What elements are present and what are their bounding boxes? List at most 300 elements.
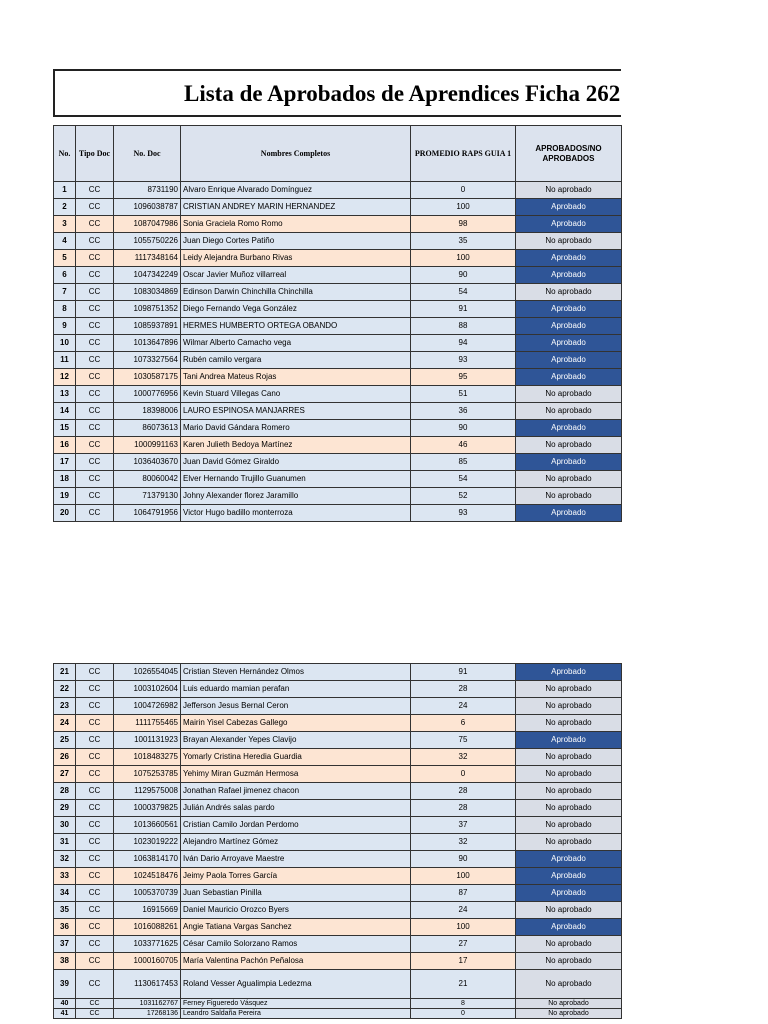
cell-promedio: 21: [411, 970, 516, 999]
cell-promedio: 100: [411, 199, 516, 216]
cell-tipo-doc: CC: [76, 471, 114, 488]
table-row: [54, 335, 622, 352]
table-row: [54, 885, 622, 902]
cell-tipo-doc: CC: [76, 301, 114, 318]
cell-promedio: 6: [411, 715, 516, 732]
cell-name: Jonathan Rafael jimenez chacon: [181, 783, 411, 800]
cell-no: 8: [54, 301, 76, 318]
cell-estado: No aprobado: [516, 182, 622, 199]
table-row: [54, 715, 622, 732]
cell-no: 14: [54, 403, 76, 420]
cell-no-doc: 80060042: [114, 471, 181, 488]
cell-promedio: 0: [411, 1009, 516, 1019]
cell-estado: Aprobado: [516, 250, 622, 267]
cell-no-doc: 1055750226: [114, 233, 181, 250]
table-header-row: [54, 126, 622, 182]
cell-tipo-doc: CC: [76, 352, 114, 369]
cell-name: Johny Alexander florez Jaramillo: [181, 488, 411, 505]
cell-name: Karen Julieth Bedoya Martínez: [181, 437, 411, 454]
cell-no-doc: 1047342249: [114, 267, 181, 284]
table-row: [54, 732, 622, 749]
cell-no-doc: 1001131923: [114, 732, 181, 749]
cell-name: Jefferson Jesus Bernal Ceron: [181, 698, 411, 715]
cell-no-doc: 86073613: [114, 420, 181, 437]
table-row: [54, 868, 622, 885]
cell-name: Ferney Figueredo Vásquez: [181, 999, 411, 1009]
cell-name: Edinson Darwin Chinchilla Chinchilla: [181, 284, 411, 301]
cell-no: 28: [54, 783, 76, 800]
cell-name: Cristian Steven Hernández Olmos: [181, 664, 411, 681]
cell-no: 5: [54, 250, 76, 267]
cell-no-doc: 1013647896: [114, 335, 181, 352]
cell-no-doc: 1003102604: [114, 681, 181, 698]
cell-promedio: 90: [411, 851, 516, 868]
cell-no-doc: 1073327564: [114, 352, 181, 369]
cell-promedio: 28: [411, 800, 516, 817]
cell-no: 37: [54, 936, 76, 953]
cell-no: 12: [54, 369, 76, 386]
table-row: [54, 403, 622, 420]
cell-tipo-doc: CC: [76, 1009, 114, 1019]
cell-promedio: 54: [411, 471, 516, 488]
cell-promedio: 35: [411, 233, 516, 250]
header-nombres: Nombres Completos: [181, 126, 411, 182]
cell-name: Juan David Gómez Giraldo: [181, 454, 411, 471]
cell-estado: Aprobado: [516, 318, 622, 335]
cell-tipo-doc: CC: [76, 437, 114, 454]
cell-promedio: 94: [411, 335, 516, 352]
cell-no-doc: 71379130: [114, 488, 181, 505]
cell-tipo-doc: CC: [76, 403, 114, 420]
cell-name: Mario David Gándara Romero: [181, 420, 411, 437]
cell-promedio: 95: [411, 369, 516, 386]
cell-estado: No aprobado: [516, 1009, 622, 1019]
approved-list-table-1: [53, 125, 622, 522]
cell-estado: Aprobado: [516, 352, 622, 369]
cell-name: Alvaro Enrique Alvarado Domínguez: [181, 182, 411, 199]
cell-estado: Aprobado: [516, 335, 622, 352]
cell-promedio: 87: [411, 885, 516, 902]
cell-tipo-doc: CC: [76, 834, 114, 851]
cell-no: 18: [54, 471, 76, 488]
cell-promedio: 32: [411, 749, 516, 766]
cell-estado: Aprobado: [516, 267, 622, 284]
cell-name: Daniel Mauricio Orozco Byers: [181, 902, 411, 919]
cell-no-doc: 1024518476: [114, 868, 181, 885]
cell-no-doc: 1075253785: [114, 766, 181, 783]
cell-no-doc: 8731190: [114, 182, 181, 199]
cell-estado: No aprobado: [516, 999, 622, 1009]
cell-no-doc: 1117348164: [114, 250, 181, 267]
table-body-2: [54, 664, 622, 1019]
table-row: [54, 936, 622, 953]
cell-no: 39: [54, 970, 76, 999]
cell-tipo-doc: CC: [76, 250, 114, 267]
cell-estado: Aprobado: [516, 732, 622, 749]
cell-no: 3: [54, 216, 76, 233]
cell-estado: No aprobado: [516, 471, 622, 488]
cell-no-doc: 1036403670: [114, 454, 181, 471]
cell-estado: No aprobado: [516, 817, 622, 834]
cell-name: Brayan Alexander Yepes Clavijo: [181, 732, 411, 749]
cell-promedio: 0: [411, 766, 516, 783]
cell-promedio: 88: [411, 318, 516, 335]
cell-tipo-doc: CC: [76, 681, 114, 698]
cell-no-doc: 1004726982: [114, 698, 181, 715]
cell-estado: No aprobado: [516, 834, 622, 851]
cell-no: 29: [54, 800, 76, 817]
cell-tipo-doc: CC: [76, 715, 114, 732]
table-row: [54, 851, 622, 868]
table-row: [54, 199, 622, 216]
cell-tipo-doc: CC: [76, 999, 114, 1009]
table-row: [54, 471, 622, 488]
cell-name: Jeimy Paola Torres García: [181, 868, 411, 885]
cell-tipo-doc: CC: [76, 851, 114, 868]
cell-estado: No aprobado: [516, 800, 622, 817]
table-row: [54, 454, 622, 471]
cell-no-doc: 1023019222: [114, 834, 181, 851]
cell-estado: No aprobado: [516, 783, 622, 800]
table-body-1: [54, 182, 622, 522]
cell-name: Luis eduardo mamian perafan: [181, 681, 411, 698]
table-row: [54, 817, 622, 834]
cell-no: 13: [54, 386, 76, 403]
cell-tipo-doc: CC: [76, 766, 114, 783]
cell-tipo-doc: CC: [76, 488, 114, 505]
cell-no: 25: [54, 732, 76, 749]
cell-tipo-doc: CC: [76, 335, 114, 352]
cell-name: Juan Diego Cortes Patiño: [181, 233, 411, 250]
cell-tipo-doc: CC: [76, 233, 114, 250]
table-row: [54, 970, 622, 999]
table-row: [54, 420, 622, 437]
cell-no-doc: 1111755465: [114, 715, 181, 732]
table-row: [54, 386, 622, 403]
cell-promedio: 90: [411, 267, 516, 284]
cell-promedio: 93: [411, 505, 516, 522]
cell-name: María Valentina Pachón Peñalosa: [181, 953, 411, 970]
cell-promedio: 51: [411, 386, 516, 403]
cell-tipo-doc: CC: [76, 868, 114, 885]
cell-promedio: 37: [411, 817, 516, 834]
table-row: [54, 953, 622, 970]
cell-tipo-doc: CC: [76, 216, 114, 233]
cell-estado: No aprobado: [516, 437, 622, 454]
cell-no-doc: 1000160705: [114, 953, 181, 970]
cell-no: 31: [54, 834, 76, 851]
header-promedio: PROMEDIO RAPS GUIA 1: [411, 126, 516, 182]
header-tipo-doc: Tipo Doc: [76, 126, 114, 182]
cell-name: Yomarly Cristina Heredia Guardia: [181, 749, 411, 766]
cell-promedio: 100: [411, 250, 516, 267]
table-row: [54, 488, 622, 505]
cell-promedio: 8: [411, 999, 516, 1009]
cell-name: Oscar Javier Muñoz villarreal: [181, 267, 411, 284]
table-row: [54, 233, 622, 250]
cell-tipo-doc: CC: [76, 284, 114, 301]
cell-promedio: 0: [411, 182, 516, 199]
cell-promedio: 100: [411, 919, 516, 936]
cell-promedio: 24: [411, 902, 516, 919]
cell-promedio: 52: [411, 488, 516, 505]
cell-name: Julián Andrés salas pardo: [181, 800, 411, 817]
cell-tipo-doc: CC: [76, 199, 114, 216]
cell-no: 41: [54, 1009, 76, 1019]
cell-no-doc: 1013660561: [114, 817, 181, 834]
cell-promedio: 36: [411, 403, 516, 420]
cell-name: Elver Hernando Trujillo Guanumen: [181, 471, 411, 488]
table-row: [54, 919, 622, 936]
table-row: [54, 749, 622, 766]
table-row: [54, 284, 622, 301]
cell-tipo-doc: CC: [76, 885, 114, 902]
cell-no-doc: 1016088261: [114, 919, 181, 936]
cell-tipo-doc: CC: [76, 800, 114, 817]
cell-name: Roland Vesser Agualimpia Ledezma: [181, 970, 411, 999]
cell-promedio: 46: [411, 437, 516, 454]
cell-no: 21: [54, 664, 76, 681]
cell-tipo-doc: CC: [76, 318, 114, 335]
cell-no: 26: [54, 749, 76, 766]
cell-tipo-doc: CC: [76, 749, 114, 766]
cell-tipo-doc: CC: [76, 420, 114, 437]
sheet-title-box: [53, 69, 621, 117]
cell-no-doc: 1096038787: [114, 199, 181, 216]
table-row: [54, 834, 622, 851]
cell-no-doc: 1005370739: [114, 885, 181, 902]
cell-no-doc: 1000379825: [114, 800, 181, 817]
table-row: [54, 999, 622, 1009]
cell-estado: No aprobado: [516, 715, 622, 732]
cell-no-doc: 1085937891: [114, 318, 181, 335]
cell-promedio: 28: [411, 681, 516, 698]
table-row: [54, 352, 622, 369]
cell-no: 10: [54, 335, 76, 352]
cell-estado: Aprobado: [516, 885, 622, 902]
cell-estado: Aprobado: [516, 454, 622, 471]
cell-no-doc: 1000776956: [114, 386, 181, 403]
table-row: [54, 766, 622, 783]
cell-no-doc: 1063814170: [114, 851, 181, 868]
cell-tipo-doc: CC: [76, 386, 114, 403]
cell-estado: Aprobado: [516, 868, 622, 885]
cell-name: César Camilo Solorzano Ramos: [181, 936, 411, 953]
cell-name: Cristian Camilo Jordan Perdomo: [181, 817, 411, 834]
header-estado: APROBADOS/NO APROBADOS: [516, 126, 622, 182]
cell-tipo-doc: CC: [76, 664, 114, 681]
cell-estado: Aprobado: [516, 919, 622, 936]
table-row: [54, 216, 622, 233]
cell-estado: Aprobado: [516, 369, 622, 386]
cell-no-doc: 1064791956: [114, 505, 181, 522]
cell-no: 7: [54, 284, 76, 301]
cell-estado: No aprobado: [516, 488, 622, 505]
cell-promedio: 91: [411, 664, 516, 681]
cell-estado: Aprobado: [516, 664, 622, 681]
cell-no: 6: [54, 267, 76, 284]
cell-no: 23: [54, 698, 76, 715]
cell-estado: No aprobado: [516, 284, 622, 301]
cell-name: Sonia Graciela Romo Romo: [181, 216, 411, 233]
cell-tipo-doc: CC: [76, 505, 114, 522]
table-row: [54, 369, 622, 386]
cell-no: 1: [54, 182, 76, 199]
cell-promedio: 100: [411, 868, 516, 885]
cell-no-doc: 1000991163: [114, 437, 181, 454]
cell-no-doc: 18398006: [114, 403, 181, 420]
cell-name: Angie Tatiana Vargas Sanchez: [181, 919, 411, 936]
cell-name: Wilmar Alberto Camacho vega: [181, 335, 411, 352]
cell-no-doc: 1130617453: [114, 970, 181, 999]
cell-estado: No aprobado: [516, 681, 622, 698]
cell-estado: No aprobado: [516, 233, 622, 250]
cell-name: Leidy Alejandra Burbano Rivas: [181, 250, 411, 267]
cell-estado: Aprobado: [516, 851, 622, 868]
table-row: [54, 698, 622, 715]
cell-tipo-doc: CC: [76, 902, 114, 919]
cell-name: Diego Fernando Vega González: [181, 301, 411, 318]
cell-name: LAURO ESPINOSA MANJARRES: [181, 403, 411, 420]
cell-tipo-doc: CC: [76, 698, 114, 715]
cell-promedio: 32: [411, 834, 516, 851]
cell-no: 34: [54, 885, 76, 902]
cell-tipo-doc: CC: [76, 817, 114, 834]
cell-no-doc: 1026554045: [114, 664, 181, 681]
cell-no: 36: [54, 919, 76, 936]
cell-name: HERMES HUMBERTO ORTEGA OBANDO: [181, 318, 411, 335]
table-row: [54, 800, 622, 817]
cell-promedio: 93: [411, 352, 516, 369]
cell-no: 20: [54, 505, 76, 522]
approved-list-table-2: [53, 663, 622, 1019]
cell-no: 9: [54, 318, 76, 335]
table-row: [54, 681, 622, 698]
cell-estado: Aprobado: [516, 216, 622, 233]
cell-promedio: 54: [411, 284, 516, 301]
table-row: [54, 664, 622, 681]
cell-no: 27: [54, 766, 76, 783]
cell-no-doc: 16915669: [114, 902, 181, 919]
cell-tipo-doc: CC: [76, 182, 114, 199]
cell-no-doc: 1129575008: [114, 783, 181, 800]
table-row: [54, 902, 622, 919]
cell-estado: Aprobado: [516, 420, 622, 437]
cell-no: 35: [54, 902, 76, 919]
cell-tipo-doc: CC: [76, 953, 114, 970]
table-row: [54, 267, 622, 284]
cell-name: Tani Andrea Mateus Rojas: [181, 369, 411, 386]
cell-promedio: 17: [411, 953, 516, 970]
cell-name: Rubén camilo vergara: [181, 352, 411, 369]
cell-no: 16: [54, 437, 76, 454]
cell-name: Mairin Yisel Cabezas Gallego: [181, 715, 411, 732]
sheet-title: Lista de Aprobados de Aprendices Ficha 262: [184, 81, 621, 106]
table-row: [54, 250, 622, 267]
cell-no-doc: 1087047986: [114, 216, 181, 233]
header-no-doc: No. Doc: [114, 126, 181, 182]
cell-no: 11: [54, 352, 76, 369]
cell-estado: Aprobado: [516, 199, 622, 216]
cell-tipo-doc: CC: [76, 454, 114, 471]
table-row: [54, 437, 622, 454]
cell-no-doc: 1098751352: [114, 301, 181, 318]
cell-no-doc: 17268136: [114, 1009, 181, 1019]
cell-tipo-doc: CC: [76, 267, 114, 284]
cell-no-doc: 1083034869: [114, 284, 181, 301]
cell-tipo-doc: CC: [76, 919, 114, 936]
cell-tipo-doc: CC: [76, 369, 114, 386]
cell-no-doc: 1033771625: [114, 936, 181, 953]
cell-no: 40: [54, 999, 76, 1009]
table-row: [54, 182, 622, 199]
cell-promedio: 85: [411, 454, 516, 471]
cell-no: 19: [54, 488, 76, 505]
cell-name: Leandro Saldaña Pereira: [181, 1009, 411, 1019]
cell-estado: No aprobado: [516, 953, 622, 970]
cell-name: Yehimy Miran Guzmán Hermosa: [181, 766, 411, 783]
cell-promedio: 75: [411, 732, 516, 749]
cell-name: Juan Sebastian Pinilla: [181, 885, 411, 902]
cell-no: 32: [54, 851, 76, 868]
cell-estado: No aprobado: [516, 386, 622, 403]
cell-no: 15: [54, 420, 76, 437]
cell-no: 24: [54, 715, 76, 732]
cell-promedio: 98: [411, 216, 516, 233]
cell-name: Iván Dario Arroyave Maestre: [181, 851, 411, 868]
cell-estado: No aprobado: [516, 698, 622, 715]
cell-no-doc: 1030587175: [114, 369, 181, 386]
cell-no: 2: [54, 199, 76, 216]
table-row: [54, 318, 622, 335]
cell-promedio: 27: [411, 936, 516, 953]
cell-estado: No aprobado: [516, 970, 622, 999]
cell-no: 38: [54, 953, 76, 970]
cell-no: 17: [54, 454, 76, 471]
cell-estado: No aprobado: [516, 766, 622, 783]
cell-promedio: 24: [411, 698, 516, 715]
cell-estado: No aprobado: [516, 936, 622, 953]
cell-estado: No aprobado: [516, 749, 622, 766]
cell-name: Alejandro Martínez Gómez: [181, 834, 411, 851]
cell-tipo-doc: CC: [76, 732, 114, 749]
cell-estado: No aprobado: [516, 902, 622, 919]
table-row: [54, 783, 622, 800]
cell-name: CRISTIAN ANDREY MARIN HERNANDEZ: [181, 199, 411, 216]
cell-estado: Aprobado: [516, 505, 622, 522]
cell-no: 33: [54, 868, 76, 885]
cell-promedio: 90: [411, 420, 516, 437]
cell-no-doc: 1031162767: [114, 999, 181, 1009]
cell-tipo-doc: CC: [76, 783, 114, 800]
cell-name: Victor Hugo badillo monterroza: [181, 505, 411, 522]
header-no: No.: [54, 126, 76, 182]
cell-promedio: 28: [411, 783, 516, 800]
cell-estado: Aprobado: [516, 301, 622, 318]
cell-no: 4: [54, 233, 76, 250]
cell-promedio: 91: [411, 301, 516, 318]
cell-no-doc: 1018483275: [114, 749, 181, 766]
cell-no: 22: [54, 681, 76, 698]
table-row: [54, 301, 622, 318]
cell-tipo-doc: CC: [76, 936, 114, 953]
cell-name: Kevin Stuard Villegas Cano: [181, 386, 411, 403]
cell-tipo-doc: CC: [76, 970, 114, 999]
cell-no: 30: [54, 817, 76, 834]
cell-estado: No aprobado: [516, 403, 622, 420]
table-row: [54, 505, 622, 522]
table-row: [54, 1009, 622, 1019]
